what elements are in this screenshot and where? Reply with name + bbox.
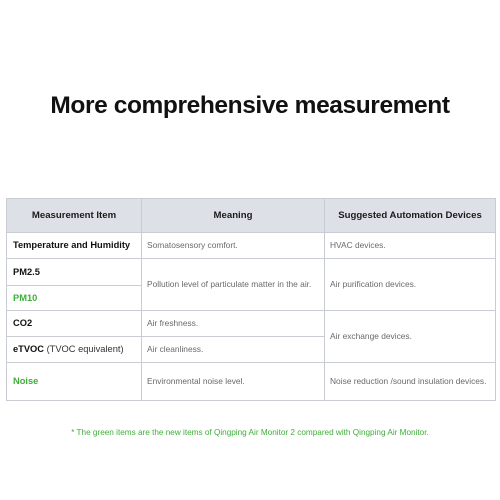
page-title: More comprehensive measurement [50, 92, 450, 119]
header-suggested-devices: Suggested Automation Devices [325, 199, 496, 233]
devices-air-exchange: Air exchange devices. [325, 311, 496, 363]
item-co2: CO2 [7, 311, 142, 337]
header-measurement-item: Measurement Item [7, 199, 142, 233]
item-pm25: PM2.5 [7, 259, 142, 286]
meaning-particulate-matter: Pollution level of particulate matter in the air. [142, 259, 325, 311]
item-pm10: PM10 [7, 286, 142, 311]
measurement-table [6, 198, 496, 401]
footnote: * The green items are the new items of Qingping Air Monitor 2 compared with Qingping Air Monitor. [71, 428, 429, 437]
devices-temperature-humidity: HVAC devices. [325, 233, 496, 259]
table-row-pm25 [7, 259, 496, 286]
item-noise: Noise [7, 363, 142, 401]
table-row-co2 [7, 311, 496, 337]
item-etvoc-label: eTVOC [13, 344, 44, 354]
table-row-noise [7, 363, 496, 401]
meaning-temperature-humidity: Somatosensory comfort. [142, 233, 325, 259]
header-meaning: Meaning [142, 199, 325, 233]
table-header [7, 199, 496, 233]
table-row-temperature [7, 233, 496, 259]
table-header-row [7, 199, 496, 233]
devices-noise-reduction: Noise reduction /sound insulation devices. [325, 363, 496, 401]
table-body [7, 233, 496, 401]
meaning-etvoc: Air cleanliness. [142, 337, 325, 363]
meaning-co2: Air freshness. [142, 311, 325, 337]
meaning-noise: Environmental noise level. [142, 363, 325, 401]
item-etvoc [7, 337, 142, 363]
item-temperature-humidity: Temperature and Humidity [7, 233, 142, 259]
devices-air-purification: Air purification devices. [325, 259, 496, 311]
item-etvoc-note: (TVOC equivalent) [44, 344, 124, 354]
